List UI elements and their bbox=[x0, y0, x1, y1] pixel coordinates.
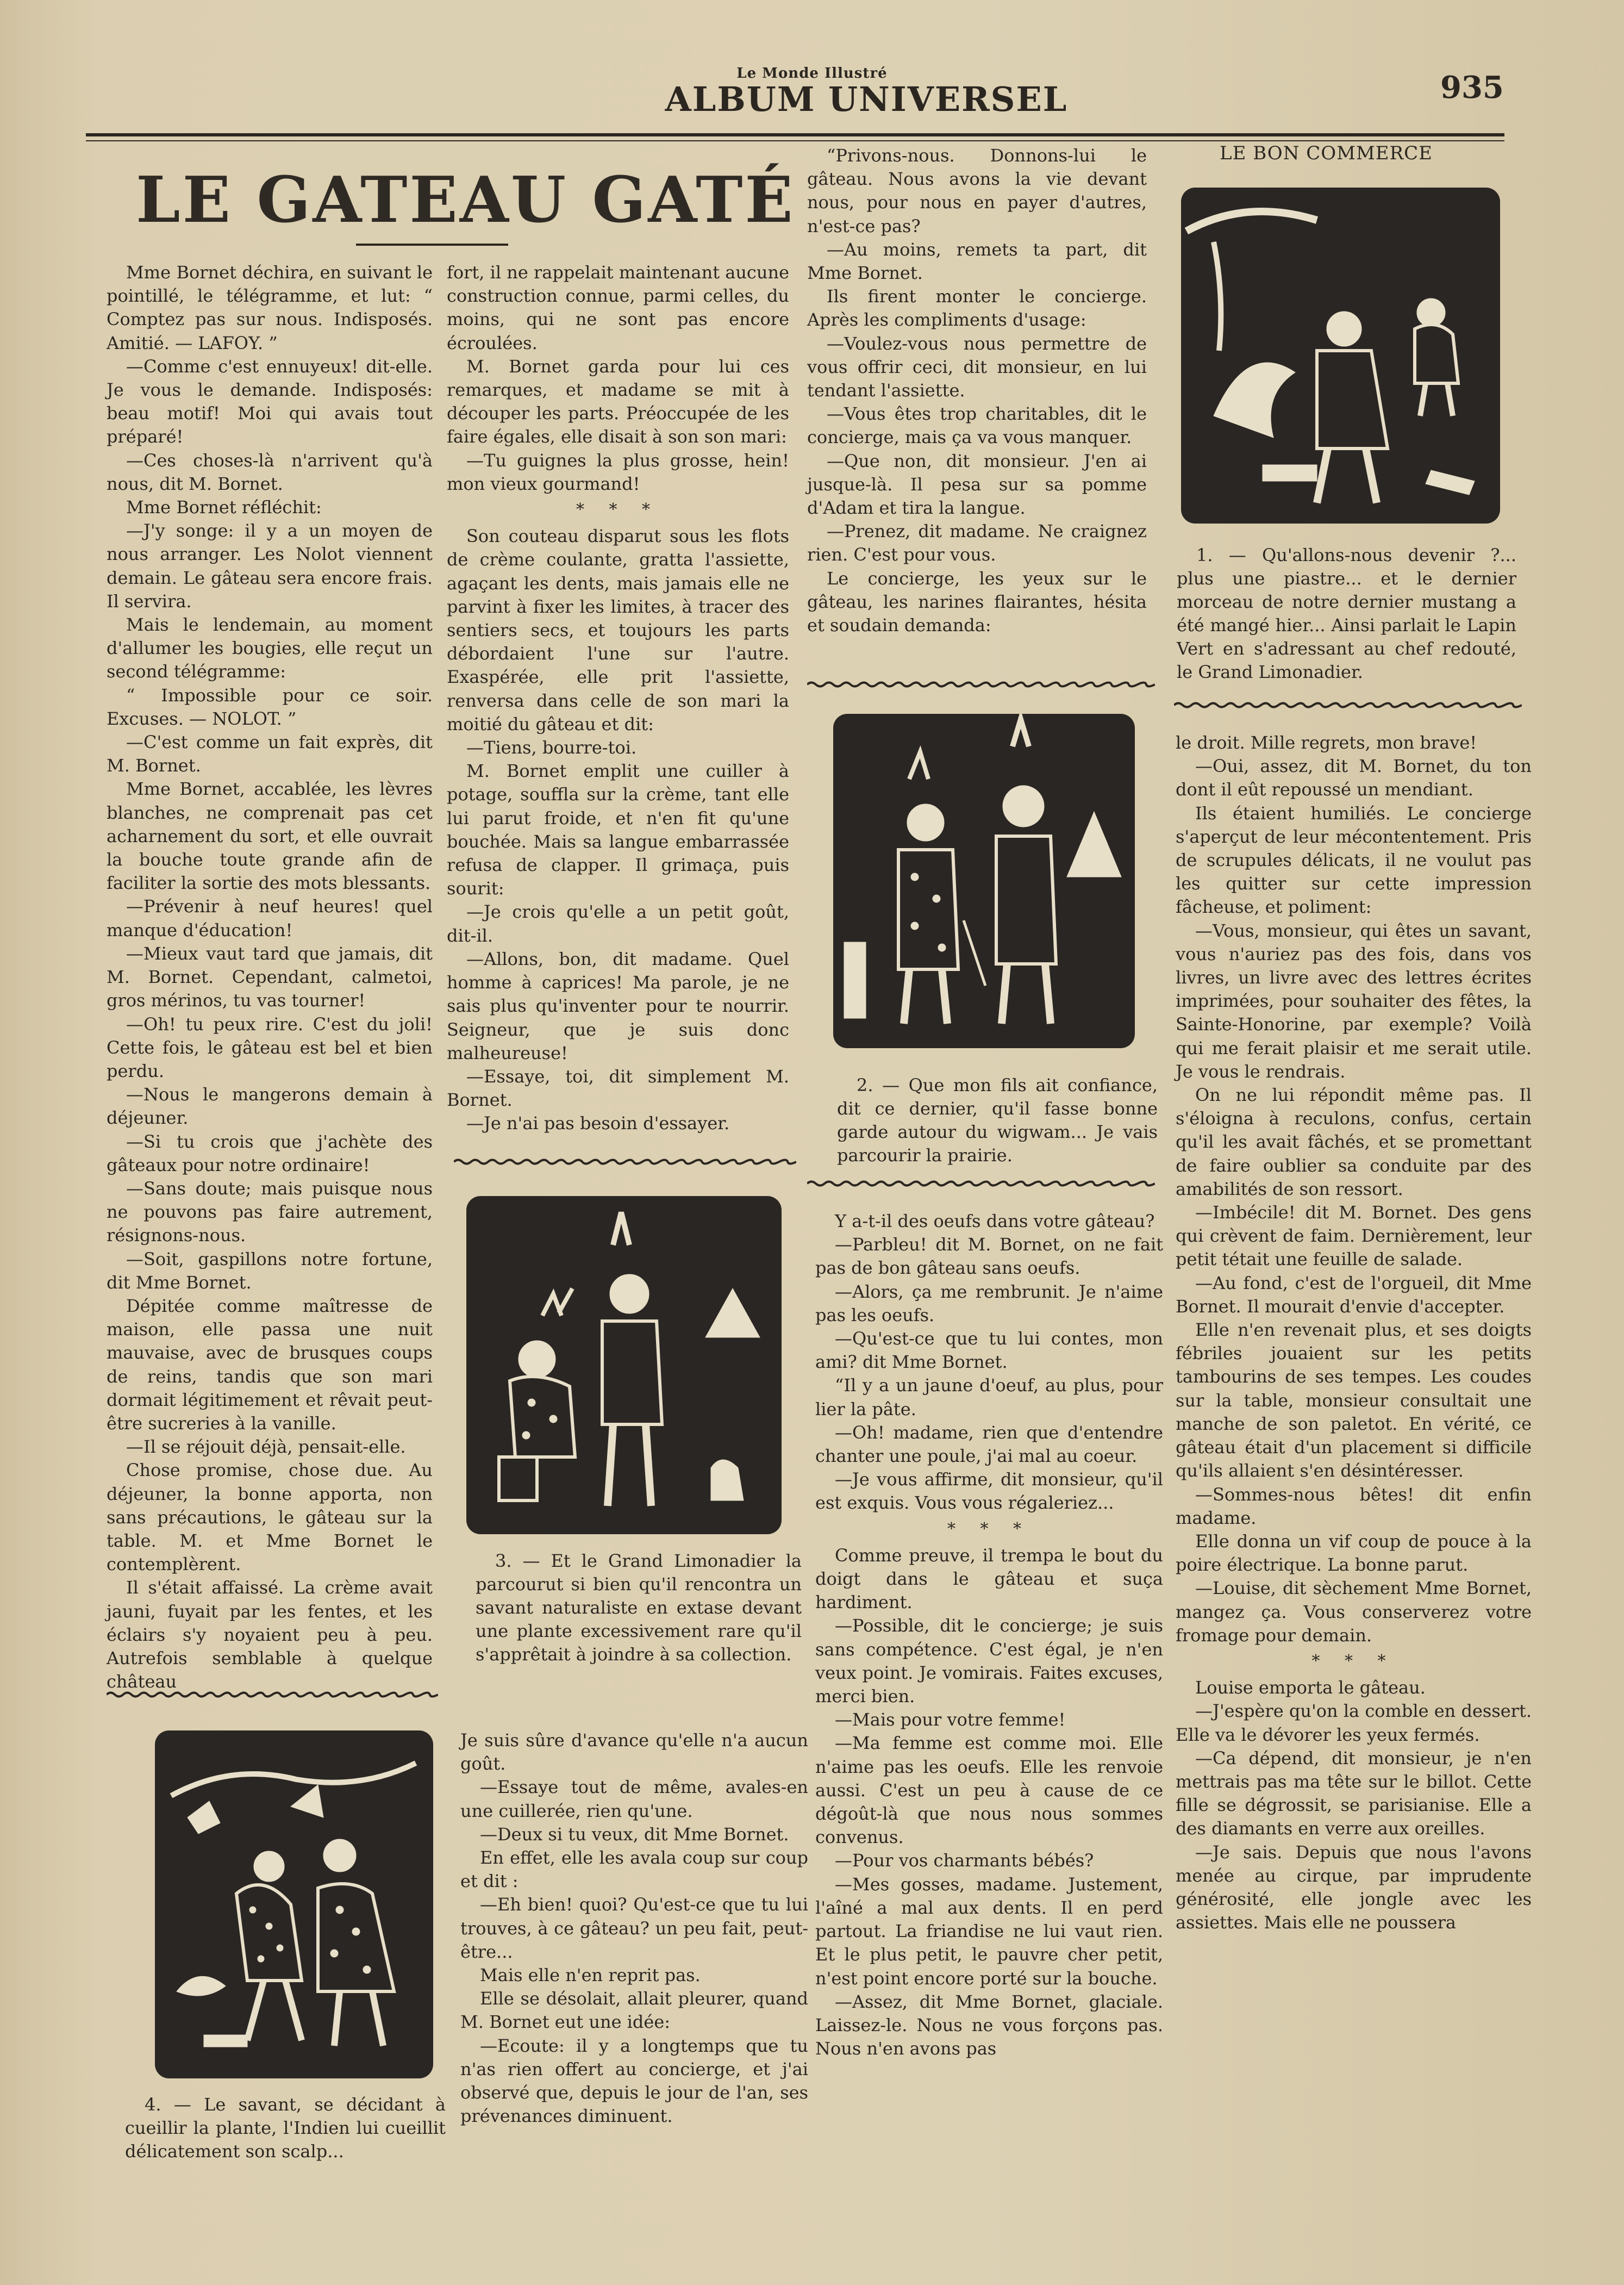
masthead-title: ALBUM UNIVERSEL bbox=[665, 79, 1068, 119]
paragraph: —C'est comme un fait exprès, dit M. Bornet. bbox=[107, 732, 433, 776]
section-stars: * * * bbox=[947, 1519, 1032, 1539]
caption-text: 1. — Qu'allons-nous devenir ?... plus une piastre... et le dernier morceau de notre dernier mustang a été mangé hier... Ainsi parlait le Lapin Vert en s'adressant au chef redouté, le Grand Limonadier. bbox=[1177, 545, 1516, 682]
illustration-1-drawing bbox=[1181, 188, 1500, 524]
caption-text: 3. — Et le Grand Limonadier la parcourut si bien qu'il rencontra un savant naturaliste en extase devant une plante excessivement rare qu'il s'apprêtait à joindre à sa collection. bbox=[476, 1551, 802, 1665]
paragraph: —Ma femme est comme moi. Elle n'aime pas les oeufs. Elle les renvoie aussi. C'est un peu à cause de ce dégoût-là que nous nous sommes convenus. bbox=[815, 1733, 1163, 1848]
paragraph: Y a-t-il des oeufs dans votre gâteau? bbox=[835, 1211, 1155, 1231]
paragraph: —Tu guignes la plus grosse, hein! mon vieux gourmand! bbox=[447, 450, 789, 494]
paragraph: —Imbécile! dit M. Bornet. Des gens qui crèvent de faim. Dernièrement, leur petit tétait une feuille de salade. bbox=[1176, 1202, 1532, 1270]
paragraph: Comme preuve, il trempa le bout du doigt dans le gâteau et suça hardiment. bbox=[815, 1545, 1163, 1613]
paragraph: —Je vous affirme, dit monsieur, qu'il est exquis. Vous vous régaleriez... bbox=[815, 1469, 1163, 1514]
paragraph: —Voulez-vous nous permettre de vous offrir ceci, dit monsieur, en lui tendant l'assiette. bbox=[807, 333, 1147, 401]
article-title: LE GATEAU GATÉ bbox=[136, 163, 795, 237]
paragraph: —Oh! tu peux rire. C'est du joli! Cette fois, le gâteau est bel et bien perdu. bbox=[107, 1013, 433, 1081]
paragraph: —Soit, gaspillons notre fortune, dit Mme Bornet. bbox=[107, 1248, 433, 1293]
illustration-2-drawing bbox=[833, 714, 1135, 1048]
paragraph: Le concierge, les yeux sur le gâteau, les narines flairantes, hésita et soudain demanda: bbox=[807, 568, 1147, 636]
paragraph: Son couteau disparut sous les flots de crème coulante, gratta l'assiette, agaçant les dents, mais jamais elle ne parvint à fixer les limites, à tracer des sentiers secs, et toujours les parts débordaient l'une sur l'autre. Exaspérée, elle prit l'assiette, renversa dans celle de son mari la moitié du gâteau et dit: bbox=[447, 526, 789, 734]
wavy-divider bbox=[454, 1158, 796, 1166]
paragraph: —Possible, dit le concierge; je suis sans compétence. C'est égal, je n'en veux point. Je vomirais. Faites excuses, merci bien. bbox=[815, 1615, 1163, 1707]
paragraph: —Louise, dit sèchement Mme Bornet, mangez ça. Vous conserverez votre fromage pour demain. bbox=[1176, 1578, 1532, 1646]
title-underline bbox=[356, 244, 508, 246]
paragraph: Mme Bornet, accablée, les lèvres blanches, ne comprenait pas cet acharnement du sort, et elle ouvrait la bouche toute grande afin de faciliter la sortie des mots blessants. bbox=[107, 779, 433, 894]
paragraph: Elle se désolait, allait pleurer, quand M. Bornet eut une idée: bbox=[460, 1988, 808, 2033]
caption-3 bbox=[476, 1549, 802, 1666]
wavy-divider bbox=[807, 1180, 1155, 1187]
paragraph: —Sans doute; mais puisque nous ne pouvons pas faire autrement, résignons-nous. bbox=[107, 1178, 433, 1246]
paragraph: —Eh bien! quoi? Qu'est-ce que tu lui trouves, à ce gâteau? un peu fait, peut-être... bbox=[460, 1894, 808, 1962]
caption-text: 2. — Que mon fils ait confiance, dit ce dernier, qu'il fasse bonne garde autour du wigwam... Je vais parcourir la prairie. bbox=[837, 1075, 1158, 1166]
illustration-4-drawing bbox=[155, 1730, 433, 2078]
paragraph: “ Impossible pour ce soir. Excuses. — NOLOT. ” bbox=[107, 684, 433, 729]
paragraph: On ne lui répondit même pas. Il s'éloigna à reculons, confus, certain qu'il les avait fâchés, et se promettant de faire oublier sa conduite par des amabilités de son ressort. bbox=[1176, 1085, 1532, 1199]
paragraph: Il s'était affaissé. La crème avait jauni, fuyait par les fentes, et les éclairs s'y noyaient peu à peu. Autrefois semblable à quelque château bbox=[107, 1577, 433, 1692]
caption-4 bbox=[125, 2093, 446, 2163]
paragraph: —J'y songe: il y a un moyen de nous arranger. Les Nolot viennent demain. Le gâteau sera encore frais. Il servira. bbox=[107, 520, 433, 612]
paragraph: —Prévenir à neuf heures! quel manque d'éducation! bbox=[107, 896, 433, 941]
section-stars: * * * bbox=[576, 500, 660, 520]
paragraph: —Tiens, bourre-toi. bbox=[466, 737, 637, 758]
paragraph: Mais le lendemain, au moment d'allumer les bougies, elle reçut un second télégramme: bbox=[107, 614, 433, 682]
paragraph: —Deux si tu veux, dit Mme Bornet. bbox=[480, 1823, 789, 1845]
paragraph: —Je sais. Depuis que nous l'avons menée au cirque, par imprudente générosité, elle jongle avec les assiettes. Mais elle ne poussera bbox=[1176, 1841, 1532, 1933]
paragraph: —Comme c'est ennuyeux! dit-elle. Je vous le demande. Indisposés: beau motif! Moi qui avais tout préparé! bbox=[107, 356, 433, 447]
paragraph: —Vous, monsieur, qui êtes un savant, vous n'auriez pas des fois, dans vos livres, un livre avec des lettres écrites imprimées, pour souhaiter des fêtes, la Sainte-Honorine, par exemple? Voilà qui me ferait plaisir et me serait utile. Je vous le rendrais. bbox=[1176, 920, 1532, 1082]
paragraph: —Vous êtes trop charitables, dit le concierge, mais ça va vous manquer. bbox=[807, 403, 1147, 448]
paragraph: Mme Bornet réfléchit: bbox=[126, 497, 322, 518]
sidebar-title: LE BON COMMERCE bbox=[1219, 142, 1433, 164]
paragraph: Elle donna un vif coup de pouce à la poire électrique. La bonne parut. bbox=[1176, 1530, 1532, 1576]
paragraph: —Que non, dit monsieur. J'en ai jusque-là. Il pesa sur sa pomme d'Adam et tira la langue. bbox=[807, 450, 1147, 519]
paragraph: —Allons, bon, dit madame. Quel homme à caprices! Ma parole, je ne sais plus qu'inventer pour te nourrir. Seigneur, que je suis donc malheureuse! bbox=[447, 948, 789, 1063]
header-rule-thin bbox=[86, 140, 1504, 141]
paragraph: Mme Bornet déchira, en suivant le pointillé, le télégramme, et lut: “ Comptez pas sur nous. Indisposés. Amitié. — LAFOY. ” bbox=[107, 262, 433, 353]
paragraph: Chose promise, chose due. Au déjeuner, la bonne apporta, non sans précautions, le gâteau sur la table. M. et Mme Bornet le contemplèrent. bbox=[107, 1460, 433, 1575]
caption-text: 4. — Le savant, se décidant à cueillir la plante, l'Indien lui cueillit délicatement son scalp... bbox=[125, 2094, 446, 2162]
paragraph: —Je n'ai pas besoin d'essayer. bbox=[466, 1113, 730, 1134]
section-stars: * * * bbox=[1311, 1651, 1396, 1671]
paragraph: —Il se réjouit déjà, pensait-elle. bbox=[126, 1436, 406, 1458]
paragraph: —Nous le mangerons demain à déjeuner. bbox=[107, 1084, 433, 1129]
paragraph: —Prenez, dit madame. Ne craignez rien. C'est pour vous. bbox=[807, 521, 1147, 565]
paragraph: fort, il ne rappelait maintenant aucune construction connue, parmi celles, du moins, qui ne sont pas encore écroulées. bbox=[447, 262, 789, 353]
caption-1 bbox=[1177, 544, 1516, 684]
paragraph: —Sommes-nous bêtes! dit enfin madame. bbox=[1176, 1484, 1532, 1528]
paragraph: —Oh! madame, rien que d'entendre chanter une poule, j'ai mal au coeur. bbox=[815, 1422, 1163, 1467]
page-number: 935 bbox=[1440, 70, 1504, 105]
wavy-divider bbox=[807, 681, 1155, 688]
paragraph: le droit. Mille regrets, mon brave! bbox=[1176, 732, 1477, 753]
paragraph: —Parbleu! dit M. Bornet, on ne fait pas de bon gâteau sans oeufs. bbox=[815, 1234, 1163, 1279]
paragraph: M. Bornet garda pour lui ces remarques, et madame se mit à découper les parts. Préoccupée de les faire égales, elle disait à son son mari: bbox=[447, 356, 789, 447]
paragraph: Mais elle n'en reprit pas. bbox=[480, 1965, 701, 1986]
column-2-continued bbox=[460, 1729, 808, 2128]
paragraph: Elle n'en revenait plus, et ses doigts fébriles jouaient sur les petits tambourins de ses tempes. Les coudes sur la table, monsieur consultait une manche de son paletot. En vérité, ce gâteau était d'un placement si difficile qu'ils allaient s'en désintéresser. bbox=[1176, 1319, 1532, 1481]
paragraph: “Il y a un jaune d'oeuf, au plus, pour lier la pâte. bbox=[815, 1375, 1163, 1419]
paragraph: Ils étaient humiliés. Le concierge s'aperçut de leur mécontentement. Pris de scrupules délicats, il ne voulut pas les quitter sur cette impression fâcheuse, et poliment: bbox=[1176, 802, 1532, 918]
column-3-continued bbox=[815, 1210, 1163, 2060]
paragraph: —Oui, assez, dit M. Bornet, du ton dont il eût repoussé un mendiant. bbox=[1176, 756, 1532, 800]
masthead-subtitle: Le Monde Illustré bbox=[736, 65, 888, 82]
paragraph: “Privons-nous. Donnons-lui le gâteau. Nous avons la vie devant nous, pour nous en payer d'autres, n'est-ce pas? bbox=[807, 145, 1147, 236]
paragraph: M. Bornet emplit une cuiller à potage, souffla sur la crème, tant elle lui parut froide, et n'en fit qu'une bouchée. Mais sa langue embarrassée refusa de clapper. Il grimaça, puis sourit: bbox=[447, 761, 789, 899]
paragraph: Je suis sûre d'avance qu'elle n'a aucun goût. bbox=[460, 1730, 808, 1775]
wavy-divider bbox=[1174, 701, 1522, 709]
paragraph: En effet, elle les avala coup sur coup et dit : bbox=[460, 1847, 808, 1892]
paragraph: —Essaye tout de même, avales-en une cuillerée, rien qu'une. bbox=[460, 1777, 808, 1821]
paragraph: —Mes gosses, madame. Justement, l'aîné a mal aux dents. Il en perd partout. La friandise ne lui vaut rien. Et le plus petit, le pauvre cher petit, n'est point encore porté sur la bouche. bbox=[815, 1873, 1163, 1989]
paragraph: Dépitée comme maîtresse de maison, elle passa une nuit mauvaise, avec de brusques coups de reins, tandis que son mari dormait légitimement et rêvait peut-être sucreries à la vanille. bbox=[107, 1295, 433, 1434]
header-rule-thick bbox=[86, 133, 1504, 136]
illustration-3 bbox=[466, 1196, 782, 1534]
illustration-4 bbox=[155, 1730, 433, 2078]
paragraph: —Je crois qu'elle a un petit goût, dit-il. bbox=[447, 901, 789, 946]
column-4 bbox=[1176, 731, 1532, 1934]
paragraph: —Ecoute: il y a longtemps que tu n'as rien offert au concierge, et j'ai observé que, depuis le jour de l'an, ses prévenances diminuent. bbox=[460, 2035, 808, 2127]
caption-2 bbox=[837, 1074, 1158, 1167]
paragraph: —Ca dépend, dit monsieur, je n'en mettrais pas ma tête sur le billot. Cette fille se dégrossit, se parisianise. Elle a des diamants en verre aux oreilles. bbox=[1176, 1747, 1532, 1839]
paragraph: —Mais pour votre femme! bbox=[835, 1709, 1066, 1730]
paragraph: —Qu'est-ce que tu lui contes, mon ami? dit Mme Bornet. bbox=[815, 1328, 1163, 1373]
illustration-3-drawing bbox=[466, 1196, 782, 1534]
paragraph: —Essaye, toi, dit simplement M. Bornet. bbox=[447, 1066, 789, 1111]
paragraph: —Ces choses-là n'arrivent qu'à nous, dit M. Bornet. bbox=[107, 450, 433, 494]
paragraph: Louise emporta le gâteau. bbox=[1195, 1677, 1426, 1698]
paragraph: Ils firent monter le concierge. Après les compliments d'usage: bbox=[807, 286, 1147, 331]
paragraph: —Assez, dit Mme Bornet, glaciale. Laissez-le. Nous ne vous forçons pas. Nous n'en avons pas bbox=[815, 1991, 1163, 2059]
wavy-divider bbox=[107, 1691, 438, 1698]
paragraph: —Si tu crois que j'achète des gâteaux pour notre ordinaire! bbox=[107, 1131, 433, 1175]
paragraph: —Mieux vaut tard que jamais, dit M. Bornet. Cependant, calmetoi, gros mérinos, tu vas tourner! bbox=[107, 943, 433, 1011]
illustration-2 bbox=[833, 714, 1135, 1048]
paragraph: —Pour vos charmants bébés? bbox=[835, 1850, 1094, 1871]
column-1 bbox=[107, 261, 433, 1693]
column-3 bbox=[807, 144, 1147, 637]
paragraph: —Au fond, c'est de l'orgueil, dit Mme Bornet. Il mourait d'envie d'accepter. bbox=[1176, 1272, 1532, 1317]
paragraph: —Au moins, remets ta part, dit Mme Bornet. bbox=[807, 239, 1147, 284]
paragraph: —J'espère qu'on la comble en dessert. Elle va le dévorer les yeux fermés. bbox=[1176, 1701, 1532, 1745]
column-2 bbox=[447, 261, 789, 1136]
paragraph: —Alors, ça me rembrunit. Je n'aime pas les oeufs. bbox=[815, 1281, 1163, 1325]
illustration-1 bbox=[1181, 188, 1500, 524]
